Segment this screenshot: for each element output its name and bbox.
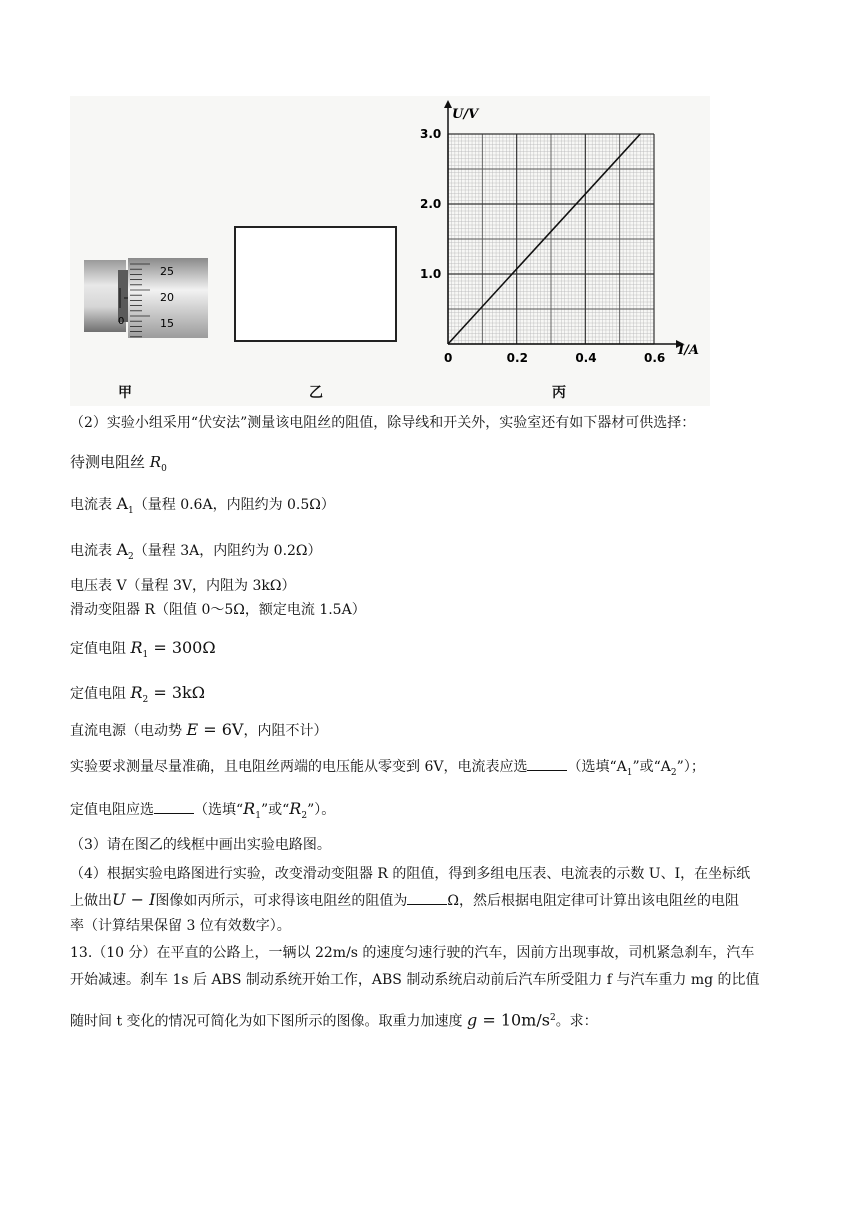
micrometer-zero: 0 <box>118 316 125 327</box>
q13-line1: 13.（10 分）在平直的公路上，一辆以 22m/s 的速度匀速行驶的汽车，因前方出现事故，司机紧急刹车，汽车 <box>70 945 755 961</box>
x-axis-label: I/A <box>678 343 699 358</box>
x-tick-label: 0.6 <box>644 351 666 365</box>
micrometer-figure <box>84 250 208 340</box>
item-r0: 待测电阻丝 $R_0$ <box>70 453 167 474</box>
y-tick-label: 2.0 <box>420 197 442 211</box>
label-yi: 乙 <box>309 385 323 401</box>
q13-line3: 随时间 t 变化的情况可简化为如下图所示的图像。取重力加速度 $g = 10m/s^2$。求： <box>70 1010 598 1030</box>
q13-line2: 开始减速。刹车 1s 后 ABS 制动系统开始工作，ABS 制动系统启动前后汽车所受阻力 f 与汽车重力 mg 的比值 <box>70 972 760 988</box>
ui-graph <box>414 96 714 386</box>
resistance-answer-blank[interactable] <box>407 890 447 905</box>
q4-line1: （4）根据实验电路图进行实验，改变滑动变阻器 R 的阻值，得到多组电压表、电流表的示数 U、I，在坐标纸 <box>70 866 751 882</box>
item-a2: 电流表 $A_2$（量程 3A，内阻约为 0.2Ω） <box>70 540 322 562</box>
ammeter-answer-blank[interactable] <box>527 756 567 771</box>
x-tick-label: 0 <box>444 351 453 365</box>
label-bing: 丙 <box>552 385 566 401</box>
q2-intro: （2）实验小组采用“伏安法”测量该电阻丝的阻值，除导线和开关外，实验室还有如下器材可供选择： <box>70 415 696 431</box>
label-jia: 甲 <box>118 385 132 401</box>
requirement-ammeter: 实验要求测量尽量准确，且电阻丝两端的电压能从零变到 6V，电流表应选 （选填“$A_1$”或“$A_2$”）； <box>70 756 800 783</box>
q4-line3: 率（计算结果保留 3 位有效数字）。 <box>70 918 291 934</box>
micrometer-tick-25: 25 <box>160 265 174 278</box>
y-axis-arrow <box>444 100 452 108</box>
item-rheostat: 滑动变阻器 R（阻值 0～5Ω，额定电流 1.5A） <box>70 602 366 618</box>
y-axis-label: U/V <box>452 107 479 122</box>
x-tick-label: 0.2 <box>506 351 528 365</box>
y-tick-label: 1.0 <box>420 267 442 281</box>
requirement-resistor: 定值电阻应选 （选填“$R_1$”或“$R_2$”）。 <box>70 799 336 821</box>
micrometer-tick-20: 20 <box>160 291 174 304</box>
item-r1: 定值电阻 $R_1 = 300\Omega$ <box>70 638 216 660</box>
circuit-frame <box>234 226 397 342</box>
item-voltmeter: 电压表 V（量程 3V，内阻为 3kΩ） <box>70 578 296 594</box>
resistor-answer-blank[interactable] <box>154 799 194 814</box>
q4-line2: 上做出U − I图像如丙所示，可求得该电阻丝的阻值为 Ω，然后根据电阻定律可计算出该电阻丝的电阻 <box>70 890 739 909</box>
q3: （3）请在图乙的线框中画出实验电路图。 <box>70 837 331 853</box>
item-r2: 定值电阻 $R_2 = 3k\Omega$ <box>70 683 205 705</box>
item-a1: 电流表 $A_1$（量程 0.6A，内阻约为 0.5Ω） <box>70 494 335 516</box>
y-tick-label: 3.0 <box>420 127 442 141</box>
x-tick-label: 0.4 <box>575 351 597 365</box>
micrometer-tick-15: 15 <box>160 317 174 330</box>
item-source: 直流电源（电动势 E = 6V，内阻不计） <box>70 720 328 739</box>
